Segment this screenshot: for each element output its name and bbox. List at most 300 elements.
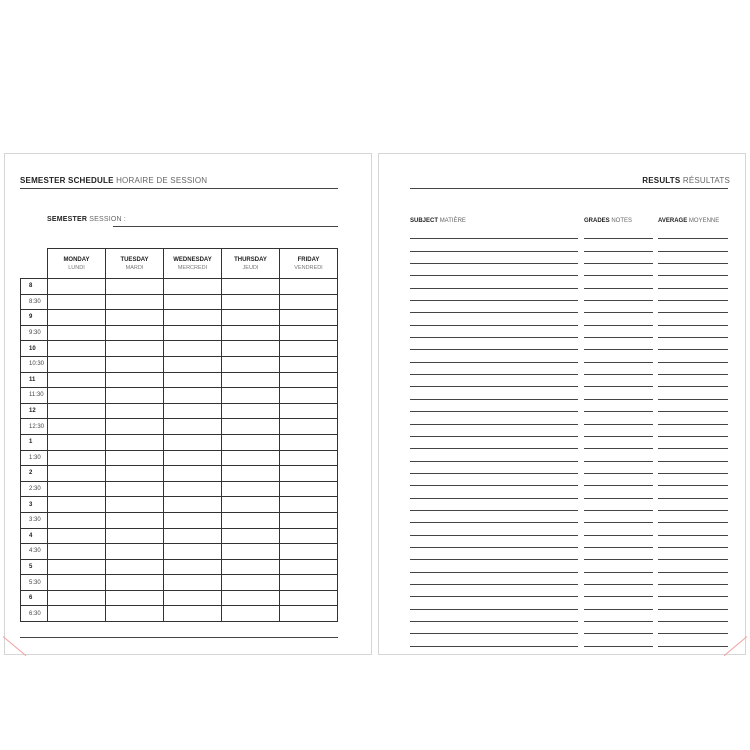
time-row bbox=[21, 544, 338, 560]
schedule-cell[interactable] bbox=[164, 466, 222, 482]
subject-lines bbox=[410, 227, 578, 647]
time-label: 2 bbox=[21, 466, 48, 482]
write-line[interactable] bbox=[584, 412, 653, 424]
time-row bbox=[21, 341, 338, 357]
write-line[interactable] bbox=[410, 622, 578, 634]
schedule-cell[interactable] bbox=[280, 450, 338, 466]
time-label: 5 bbox=[21, 559, 48, 575]
write-line[interactable] bbox=[658, 560, 728, 572]
schedule-cell[interactable] bbox=[222, 388, 280, 404]
schedule-cell[interactable] bbox=[48, 575, 106, 591]
write-line[interactable] bbox=[410, 634, 578, 646]
schedule-cell[interactable] bbox=[222, 466, 280, 482]
write-line[interactable] bbox=[410, 437, 578, 449]
write-line[interactable] bbox=[658, 634, 728, 646]
schedule-cell[interactable] bbox=[280, 419, 338, 435]
schedule-cell[interactable] bbox=[222, 325, 280, 341]
schedule-cell[interactable] bbox=[280, 606, 338, 622]
schedule-cell[interactable] bbox=[48, 512, 106, 528]
schedule-cell[interactable] bbox=[164, 372, 222, 388]
write-line[interactable] bbox=[658, 338, 728, 350]
time-label: 4:30 bbox=[21, 544, 48, 560]
schedule-table bbox=[20, 248, 338, 622]
fold-mark bbox=[3, 636, 27, 656]
schedule-cell[interactable] bbox=[106, 310, 164, 326]
schedule-cell[interactable] bbox=[164, 606, 222, 622]
write-line[interactable] bbox=[584, 363, 653, 375]
schedule-cell[interactable] bbox=[48, 419, 106, 435]
schedule-cell[interactable] bbox=[164, 528, 222, 544]
day-name-french: JEUDI bbox=[242, 264, 259, 271]
time-row bbox=[21, 559, 338, 575]
schedule-cell[interactable] bbox=[222, 481, 280, 497]
average-lines bbox=[658, 227, 728, 647]
schedule-cell[interactable] bbox=[106, 590, 164, 606]
schedule-cell[interactable] bbox=[280, 590, 338, 606]
time-label: 11 bbox=[21, 372, 48, 388]
schedule-cell[interactable] bbox=[280, 341, 338, 357]
time-row bbox=[21, 279, 338, 295]
schedule-cell[interactable] bbox=[106, 325, 164, 341]
write-line[interactable] bbox=[410, 523, 578, 535]
schedule-cell[interactable] bbox=[106, 294, 164, 310]
day-name-english: WEDNESDAY bbox=[173, 256, 212, 263]
semester-label bbox=[47, 216, 126, 223]
schedule-cell[interactable] bbox=[164, 544, 222, 560]
write-line[interactable] bbox=[658, 486, 728, 498]
schedule-cell[interactable] bbox=[280, 528, 338, 544]
schedule-cell[interactable] bbox=[222, 356, 280, 372]
write-line[interactable] bbox=[584, 313, 653, 325]
schedule-cell[interactable] bbox=[280, 466, 338, 482]
write-line[interactable] bbox=[410, 585, 578, 597]
day-name-french: MERCREDI bbox=[177, 264, 208, 271]
time-label: 3 bbox=[21, 497, 48, 513]
day-header-friday bbox=[280, 249, 338, 279]
schedule-cell[interactable] bbox=[48, 450, 106, 466]
column-english: SUBJECT bbox=[410, 218, 439, 224]
time-row bbox=[21, 434, 338, 450]
day-header-monday bbox=[48, 249, 106, 279]
write-line[interactable] bbox=[584, 634, 653, 646]
write-line[interactable] bbox=[658, 289, 728, 301]
write-line[interactable] bbox=[410, 573, 578, 585]
semester-label-english: SEMESTER bbox=[47, 216, 88, 223]
write-line[interactable] bbox=[658, 597, 728, 609]
schedule-cell[interactable] bbox=[280, 575, 338, 591]
write-line[interactable] bbox=[410, 499, 578, 511]
schedule-page bbox=[4, 153, 372, 655]
time-row bbox=[21, 450, 338, 466]
schedule-cell[interactable] bbox=[48, 325, 106, 341]
write-line[interactable] bbox=[658, 610, 728, 622]
schedule-cell[interactable] bbox=[48, 310, 106, 326]
write-line[interactable] bbox=[584, 437, 653, 449]
write-line[interactable] bbox=[584, 622, 653, 634]
schedule-cell[interactable] bbox=[222, 403, 280, 419]
schedule-cell[interactable] bbox=[164, 450, 222, 466]
time-row bbox=[21, 575, 338, 591]
write-line[interactable] bbox=[658, 425, 728, 437]
write-line[interactable] bbox=[410, 264, 578, 276]
column-french: NOTES bbox=[611, 218, 633, 224]
time-label: 5:30 bbox=[21, 575, 48, 591]
write-line[interactable] bbox=[410, 350, 578, 362]
schedule-cell[interactable] bbox=[280, 497, 338, 513]
semester-label-french: SESSION : bbox=[89, 216, 127, 223]
write-line[interactable] bbox=[658, 511, 728, 523]
write-line[interactable] bbox=[584, 573, 653, 585]
schedule-cell[interactable] bbox=[164, 279, 222, 295]
write-line[interactable] bbox=[584, 252, 653, 264]
schedule-cell[interactable] bbox=[106, 466, 164, 482]
write-line[interactable] bbox=[410, 227, 578, 239]
schedule-cell[interactable] bbox=[48, 466, 106, 482]
schedule-cell[interactable] bbox=[164, 403, 222, 419]
schedule-cell[interactable] bbox=[106, 544, 164, 560]
time-row bbox=[21, 481, 338, 497]
write-line[interactable] bbox=[658, 548, 728, 560]
schedule-cell[interactable] bbox=[106, 450, 164, 466]
time-row bbox=[21, 356, 338, 372]
write-line[interactable] bbox=[584, 387, 653, 399]
write-line[interactable] bbox=[410, 474, 578, 486]
write-line[interactable] bbox=[658, 412, 728, 424]
write-line[interactable] bbox=[410, 313, 578, 325]
column-french: MOYENNE bbox=[688, 218, 720, 224]
write-line[interactable] bbox=[410, 597, 578, 609]
schedule-cell[interactable] bbox=[48, 341, 106, 357]
write-line[interactable] bbox=[584, 400, 653, 412]
write-line[interactable] bbox=[658, 326, 728, 338]
write-line[interactable] bbox=[584, 462, 653, 474]
schedule-cell[interactable] bbox=[280, 481, 338, 497]
time-row bbox=[21, 325, 338, 341]
write-line[interactable] bbox=[410, 610, 578, 622]
write-line[interactable] bbox=[410, 511, 578, 523]
schedule-cell[interactable] bbox=[164, 559, 222, 575]
schedule-cell[interactable] bbox=[222, 606, 280, 622]
grades-lines bbox=[584, 227, 653, 647]
schedule-cell[interactable] bbox=[48, 590, 106, 606]
write-line[interactable] bbox=[410, 536, 578, 548]
write-line[interactable] bbox=[658, 585, 728, 597]
schedule-cell[interactable] bbox=[222, 450, 280, 466]
write-line[interactable] bbox=[410, 301, 578, 313]
schedule-cell[interactable] bbox=[106, 356, 164, 372]
write-line[interactable] bbox=[658, 437, 728, 449]
time-row bbox=[21, 372, 338, 388]
time-row bbox=[21, 497, 338, 513]
column-english: AVERAGE bbox=[658, 218, 688, 224]
write-line[interactable] bbox=[658, 449, 728, 461]
write-line[interactable] bbox=[584, 289, 653, 301]
schedule-cell[interactable] bbox=[222, 528, 280, 544]
write-line[interactable] bbox=[658, 536, 728, 548]
write-line[interactable] bbox=[584, 548, 653, 560]
schedule-cell[interactable] bbox=[280, 434, 338, 450]
time-row bbox=[21, 466, 338, 482]
write-line[interactable] bbox=[658, 622, 728, 634]
write-line[interactable] bbox=[410, 289, 578, 301]
write-line[interactable] bbox=[658, 523, 728, 535]
schedule-cell[interactable] bbox=[106, 497, 164, 513]
time-label: 12:30 bbox=[21, 419, 48, 435]
time-label: 9:30 bbox=[21, 325, 48, 341]
schedule-cell[interactable] bbox=[222, 512, 280, 528]
column-header-grades bbox=[584, 218, 632, 224]
time-label: 4 bbox=[21, 528, 48, 544]
schedule-cell[interactable] bbox=[164, 388, 222, 404]
schedule-cell[interactable] bbox=[106, 528, 164, 544]
schedule-cell[interactable] bbox=[48, 388, 106, 404]
schedule-cell[interactable] bbox=[164, 419, 222, 435]
time-row bbox=[21, 419, 338, 435]
day-name-english: TUESDAY bbox=[120, 256, 149, 263]
write-line[interactable] bbox=[658, 313, 728, 325]
write-line[interactable] bbox=[410, 462, 578, 474]
title-english: SEMESTER SCHEDULE bbox=[20, 176, 114, 185]
write-line[interactable] bbox=[658, 252, 728, 264]
time-label: 9 bbox=[21, 310, 48, 326]
write-line[interactable] bbox=[584, 301, 653, 313]
schedule-cell[interactable] bbox=[222, 434, 280, 450]
write-line[interactable] bbox=[658, 350, 728, 362]
schedule-cell[interactable] bbox=[106, 512, 164, 528]
schedule-cell[interactable] bbox=[164, 294, 222, 310]
write-line[interactable] bbox=[658, 227, 728, 239]
write-line[interactable] bbox=[410, 400, 578, 412]
write-line[interactable] bbox=[584, 264, 653, 276]
semester-write-line[interactable] bbox=[113, 226, 338, 227]
write-line[interactable] bbox=[584, 486, 653, 498]
column-header-average bbox=[658, 218, 719, 224]
schedule-cell[interactable] bbox=[164, 497, 222, 513]
schedule-cell[interactable] bbox=[48, 294, 106, 310]
title-divider bbox=[20, 188, 338, 189]
title-divider bbox=[410, 188, 728, 189]
schedule-cell[interactable] bbox=[222, 419, 280, 435]
schedule-cell[interactable] bbox=[164, 590, 222, 606]
schedule-cell[interactable] bbox=[222, 279, 280, 295]
write-line[interactable] bbox=[410, 425, 578, 437]
time-label: 10 bbox=[21, 341, 48, 357]
schedule-cell[interactable] bbox=[164, 356, 222, 372]
corner-cell bbox=[21, 249, 48, 279]
schedule-cell[interactable] bbox=[222, 310, 280, 326]
schedule-cell[interactable] bbox=[106, 341, 164, 357]
time-label: 12 bbox=[21, 403, 48, 419]
schedule-cell[interactable] bbox=[106, 575, 164, 591]
write-line[interactable] bbox=[584, 585, 653, 597]
schedule-cell[interactable] bbox=[48, 403, 106, 419]
schedule-cell[interactable] bbox=[106, 434, 164, 450]
day-header-wednesday bbox=[164, 249, 222, 279]
schedule-cell[interactable] bbox=[106, 279, 164, 295]
write-line[interactable] bbox=[584, 536, 653, 548]
write-line[interactable] bbox=[584, 276, 653, 288]
day-name-english: THURSDAY bbox=[234, 256, 267, 263]
schedule-cell[interactable] bbox=[222, 341, 280, 357]
write-line[interactable] bbox=[658, 276, 728, 288]
time-label: 1 bbox=[21, 434, 48, 450]
schedule-cell[interactable] bbox=[280, 559, 338, 575]
day-header-thursday bbox=[222, 249, 280, 279]
write-line[interactable] bbox=[410, 338, 578, 350]
write-line[interactable] bbox=[584, 350, 653, 362]
write-line[interactable] bbox=[410, 449, 578, 461]
time-label: 3:30 bbox=[21, 512, 48, 528]
write-line[interactable] bbox=[410, 375, 578, 387]
time-label: 8 bbox=[21, 279, 48, 295]
time-row bbox=[21, 403, 338, 419]
time-row bbox=[21, 310, 338, 326]
schedule-cell[interactable] bbox=[164, 481, 222, 497]
time-row bbox=[21, 528, 338, 544]
write-line[interactable] bbox=[584, 597, 653, 609]
write-line[interactable] bbox=[658, 400, 728, 412]
write-line[interactable] bbox=[584, 499, 653, 511]
schedule-cell[interactable] bbox=[106, 481, 164, 497]
schedule-cell[interactable] bbox=[106, 372, 164, 388]
schedule-cell[interactable] bbox=[164, 310, 222, 326]
time-label: 2:30 bbox=[21, 481, 48, 497]
schedule-cell[interactable] bbox=[222, 294, 280, 310]
write-line[interactable] bbox=[658, 363, 728, 375]
schedule-cell[interactable] bbox=[48, 544, 106, 560]
time-row bbox=[21, 590, 338, 606]
time-row bbox=[21, 606, 338, 622]
schedule-cell[interactable] bbox=[106, 419, 164, 435]
schedule-cell[interactable] bbox=[164, 575, 222, 591]
time-label: 6 bbox=[21, 590, 48, 606]
schedule-cell[interactable] bbox=[222, 497, 280, 513]
write-line[interactable] bbox=[658, 573, 728, 585]
time-label: 1:30 bbox=[21, 450, 48, 466]
title-french: RÉSULTATS bbox=[682, 176, 730, 185]
schedule-cell[interactable] bbox=[106, 403, 164, 419]
schedule-cell[interactable] bbox=[106, 606, 164, 622]
schedule-cell[interactable] bbox=[48, 559, 106, 575]
schedule-cell[interactable] bbox=[280, 294, 338, 310]
bottom-divider bbox=[20, 637, 338, 638]
schedule-cell[interactable] bbox=[222, 372, 280, 388]
write-line[interactable] bbox=[658, 375, 728, 387]
write-line[interactable] bbox=[410, 276, 578, 288]
schedule-cell[interactable] bbox=[48, 606, 106, 622]
write-line[interactable] bbox=[410, 387, 578, 399]
time-row bbox=[21, 388, 338, 404]
schedule-cell[interactable] bbox=[106, 388, 164, 404]
write-line[interactable] bbox=[658, 301, 728, 313]
results-page bbox=[378, 153, 746, 655]
write-line[interactable] bbox=[584, 610, 653, 622]
schedule-cell[interactable] bbox=[48, 528, 106, 544]
day-header-tuesday bbox=[106, 249, 164, 279]
time-label: 10:30 bbox=[21, 356, 48, 372]
schedule-cell[interactable] bbox=[164, 512, 222, 528]
schedule-cell[interactable] bbox=[48, 356, 106, 372]
schedule-cell[interactable] bbox=[48, 481, 106, 497]
write-line[interactable] bbox=[658, 462, 728, 474]
time-row bbox=[21, 294, 338, 310]
write-line[interactable] bbox=[658, 239, 728, 251]
write-line[interactable] bbox=[584, 239, 653, 251]
time-label: 6:30 bbox=[21, 606, 48, 622]
write-line[interactable] bbox=[658, 499, 728, 511]
schedule-cell[interactable] bbox=[48, 497, 106, 513]
write-line[interactable] bbox=[658, 387, 728, 399]
schedule-cell[interactable] bbox=[280, 279, 338, 295]
write-line[interactable] bbox=[410, 412, 578, 424]
page-title bbox=[20, 176, 207, 185]
schedule-cell[interactable] bbox=[48, 372, 106, 388]
write-line[interactable] bbox=[584, 338, 653, 350]
schedule-cell[interactable] bbox=[222, 590, 280, 606]
page-title bbox=[642, 176, 730, 185]
write-line[interactable] bbox=[584, 449, 653, 461]
column-french: MATIÈRE bbox=[439, 218, 466, 224]
schedule-cell[interactable] bbox=[222, 559, 280, 575]
day-name-french: MARDI bbox=[125, 264, 144, 271]
schedule-cell[interactable] bbox=[280, 310, 338, 326]
schedule-cell[interactable] bbox=[48, 279, 106, 295]
schedule-cell[interactable] bbox=[280, 544, 338, 560]
write-line[interactable] bbox=[410, 560, 578, 572]
column-header-subject bbox=[410, 218, 466, 224]
schedule-cell[interactable] bbox=[164, 341, 222, 357]
write-line[interactable] bbox=[584, 425, 653, 437]
schedule-cell[interactable] bbox=[280, 512, 338, 528]
schedule-cell[interactable] bbox=[280, 325, 338, 341]
write-line[interactable] bbox=[584, 227, 653, 239]
day-name-english: MONDAY bbox=[63, 256, 90, 263]
write-line[interactable] bbox=[584, 560, 653, 572]
day-name-french: VENDREDI bbox=[294, 264, 323, 271]
column-english: GRADES bbox=[584, 218, 610, 224]
time-label: 11:30 bbox=[21, 388, 48, 404]
schedule-cell[interactable] bbox=[222, 575, 280, 591]
write-line[interactable] bbox=[584, 375, 653, 387]
schedule-cell[interactable] bbox=[48, 434, 106, 450]
title-english: RESULTS bbox=[642, 176, 681, 185]
write-line[interactable] bbox=[410, 363, 578, 375]
write-line[interactable] bbox=[410, 548, 578, 560]
schedule-cell[interactable] bbox=[280, 403, 338, 419]
schedule-cell[interactable] bbox=[164, 434, 222, 450]
day-name-english: FRIDAY bbox=[297, 256, 320, 263]
day-name-french: LUNDI bbox=[68, 264, 85, 271]
write-line[interactable] bbox=[410, 486, 578, 498]
write-line[interactable] bbox=[658, 474, 728, 486]
write-line[interactable] bbox=[584, 326, 653, 338]
schedule-cell[interactable] bbox=[280, 372, 338, 388]
schedule-cell[interactable] bbox=[222, 544, 280, 560]
write-line[interactable] bbox=[658, 264, 728, 276]
schedule-cell[interactable] bbox=[280, 356, 338, 372]
write-line[interactable] bbox=[584, 511, 653, 523]
write-line[interactable] bbox=[584, 523, 653, 535]
schedule-cell[interactable] bbox=[280, 388, 338, 404]
time-row bbox=[21, 512, 338, 528]
write-line[interactable] bbox=[584, 474, 653, 486]
write-line[interactable] bbox=[410, 252, 578, 264]
title-french: HORAIRE DE SESSION bbox=[116, 176, 208, 185]
write-line[interactable] bbox=[410, 326, 578, 338]
schedule-cell[interactable] bbox=[106, 559, 164, 575]
write-line[interactable] bbox=[410, 239, 578, 251]
schedule-cell[interactable] bbox=[164, 325, 222, 341]
